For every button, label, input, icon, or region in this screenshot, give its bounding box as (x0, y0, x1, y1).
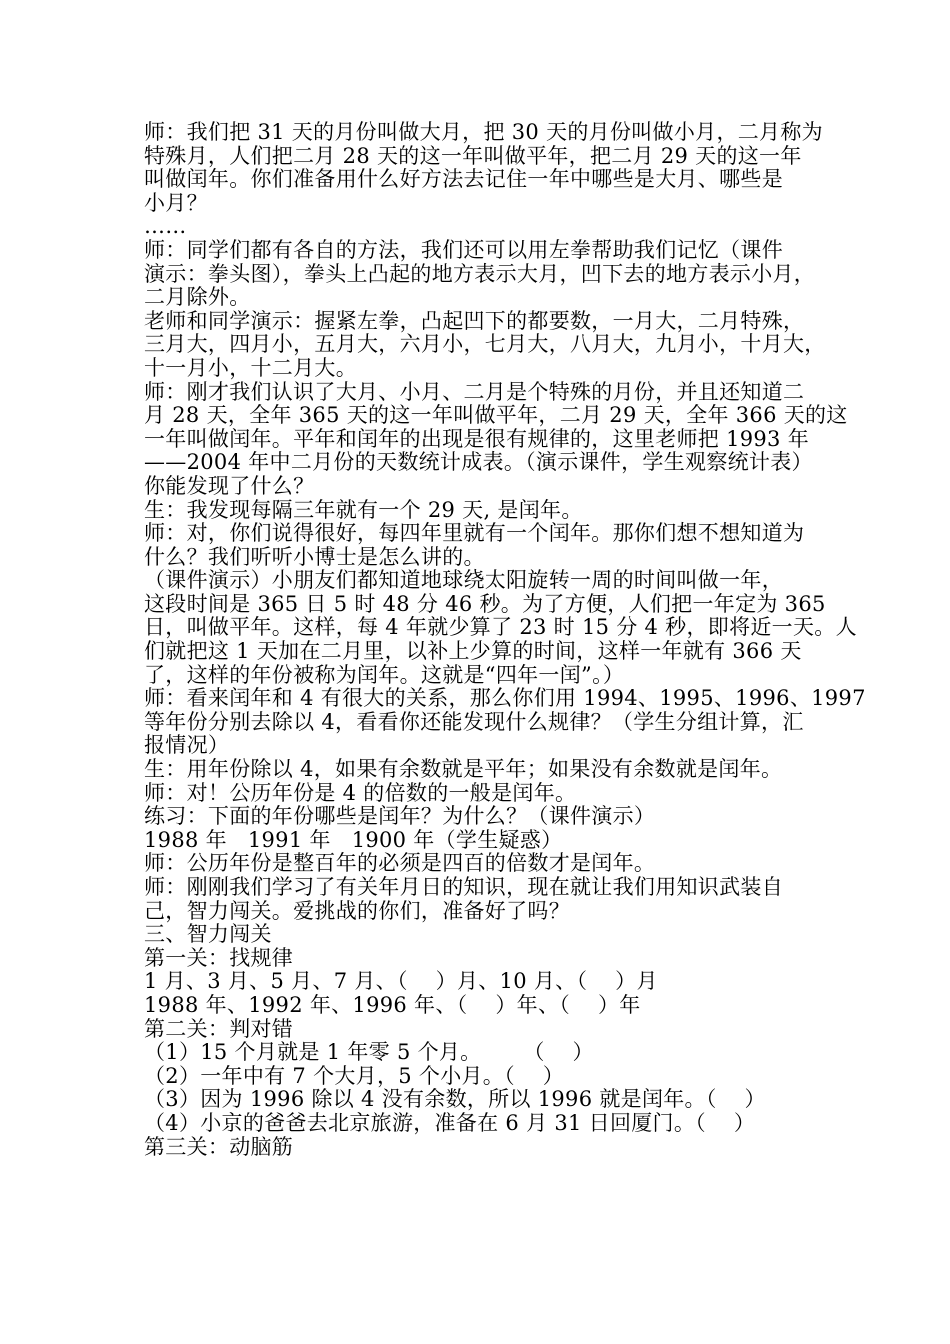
text-line: 你能发现了什么？ (144, 473, 315, 498)
text-line: 师：我们把 31 天的月份叫做大月，把 30 天的月份叫做小月，二月称为 (144, 120, 823, 144)
text-line: 特殊月，人们把二月 28 天的这一年叫做平年，把二月 29 天的这一年 (144, 143, 802, 168)
text-line: 师：看来闰年和 4 有很大的关系，那么你们用 1994、1995、1996、1997 (144, 686, 866, 711)
text-line: （课件演示）小朋友们都知道地球绕太阳旋转一周的时间叫做一年， (144, 568, 783, 593)
text-line: 己，智力闯关。爱挑战的你们，准备好了吗？ (144, 898, 570, 923)
text-line: 师：刚才我们认识了大月、小月、二月是个特殊的月份，并且还知道二 (144, 379, 805, 404)
level-heading: 第一关：找规律 (144, 945, 294, 970)
text-line: 练习：下面的年份哪些是闰年？为什么？（课件演示） (144, 804, 656, 829)
text-line: 十一月小，十二月大。 (144, 355, 357, 380)
text-line: 演示：拳头图），拳头上凸起的地方表示大月，凹下去的地方表示小月， (144, 261, 816, 286)
text-line: 师：对！公历年份是 4 的倍数的一般是闰年。 (144, 780, 577, 805)
text-line: 师：对，你们说得很好，每四年里就有一个闰年。那你们想不想知道为 (144, 521, 805, 546)
text-line: 等年份分别去除以 4，看看你还能发现什么规律？（学生分组计算，汇 (144, 709, 804, 734)
text-line: 月 28 天，全年 365 天的这一年叫做平年，二月 29 天，全年 366 天的这 (144, 403, 848, 428)
text-line: （1）15 个月就是 1 年零 5 个月。 （ ） (144, 1040, 594, 1065)
text-line: 了，这样的年份被称为闰年。这就是“四年一闰”。） (144, 662, 625, 687)
text-line: 报情况） (144, 733, 230, 758)
text-line: 生：用年份除以 4，如果有余数就是平年；如果没有余数就是闰年。 (144, 757, 783, 782)
text-line: 二月除外。 (144, 285, 251, 310)
document-body (144, 120, 866, 1159)
text-line: 三月大，四月小，五月大，六月小，七月大，八月大，九月小，十月大， (144, 332, 826, 357)
text-line: 小月？ (144, 190, 208, 215)
text-line: 师：公历年份是整百年的必须是四百的倍数才是闰年。 (144, 851, 656, 876)
text-line: …… (144, 214, 187, 239)
text-line: 1988 年、1992 年、1996 年、（ ）年、（ ）年 (144, 992, 641, 1017)
text-line: 叫做闰年。你们准备用什么好方法去记住一年中哪些是大月、哪些是 (144, 167, 783, 192)
level-heading: 第二关：判对错 (144, 1016, 294, 1041)
text-line: ——2004 年中二月份的天数统计成表。（演示课件，学生观察统计表） (144, 450, 813, 475)
text-line: （3）因为 1996 除以 4 没有余数，所以 1996 就是闰年。（ ） (144, 1087, 766, 1112)
text-line: 1988 年 1991 年 1900 年（学生疑惑） (144, 827, 563, 852)
text-line: 生：我发现每隔三年就有一个 29 天, 是闰年。 (144, 497, 583, 522)
text-line: 1 月、3 月、5 月、7 月、（ ）月、10 月、（ ）月 (144, 969, 658, 994)
text-line: 老师和同学演示：握紧左拳，凸起凹下的都要数，一月大，二月特殊， (144, 308, 805, 333)
level-heading: 第三关：动脑筋 (144, 1134, 294, 1159)
text-line: 什么？我们听听小博士是怎么讲的。 (144, 544, 485, 569)
text-line: 师：同学们都有各自的方法，我们还可以用左拳帮助我们记忆（课件 (144, 237, 783, 262)
text-line: 这段时间是 365 日 5 时 48 分 46 秒。为了方便，人们把一年定为 365 (144, 591, 826, 616)
text-line: 们就把这 1 天加在二月里，以补上少算的时间，这样一年就有 366 天 (144, 639, 802, 664)
text-line: 日，叫做平年。这样，每 4 年就少算了 23 时 15 分 4 秒，即将近一天。人 (144, 615, 857, 640)
section-heading: 三、智力闯关 (144, 922, 272, 947)
text-line: 师：刚刚我们学习了有关年月日的知识，现在就让我们用知识武装自 (144, 875, 783, 899)
text-line: 一年叫做闰年。平年和闰年的出现是很有规律的，这里老师把 1993 年 (144, 426, 809, 451)
text-line: （4）小京的爸爸去北京旅游，准备在 6 月 31 日回厦门。（ ） (144, 1110, 756, 1135)
text-line: （2）一年中有 7 个大月，5 个小月。（ ） (144, 1063, 565, 1088)
